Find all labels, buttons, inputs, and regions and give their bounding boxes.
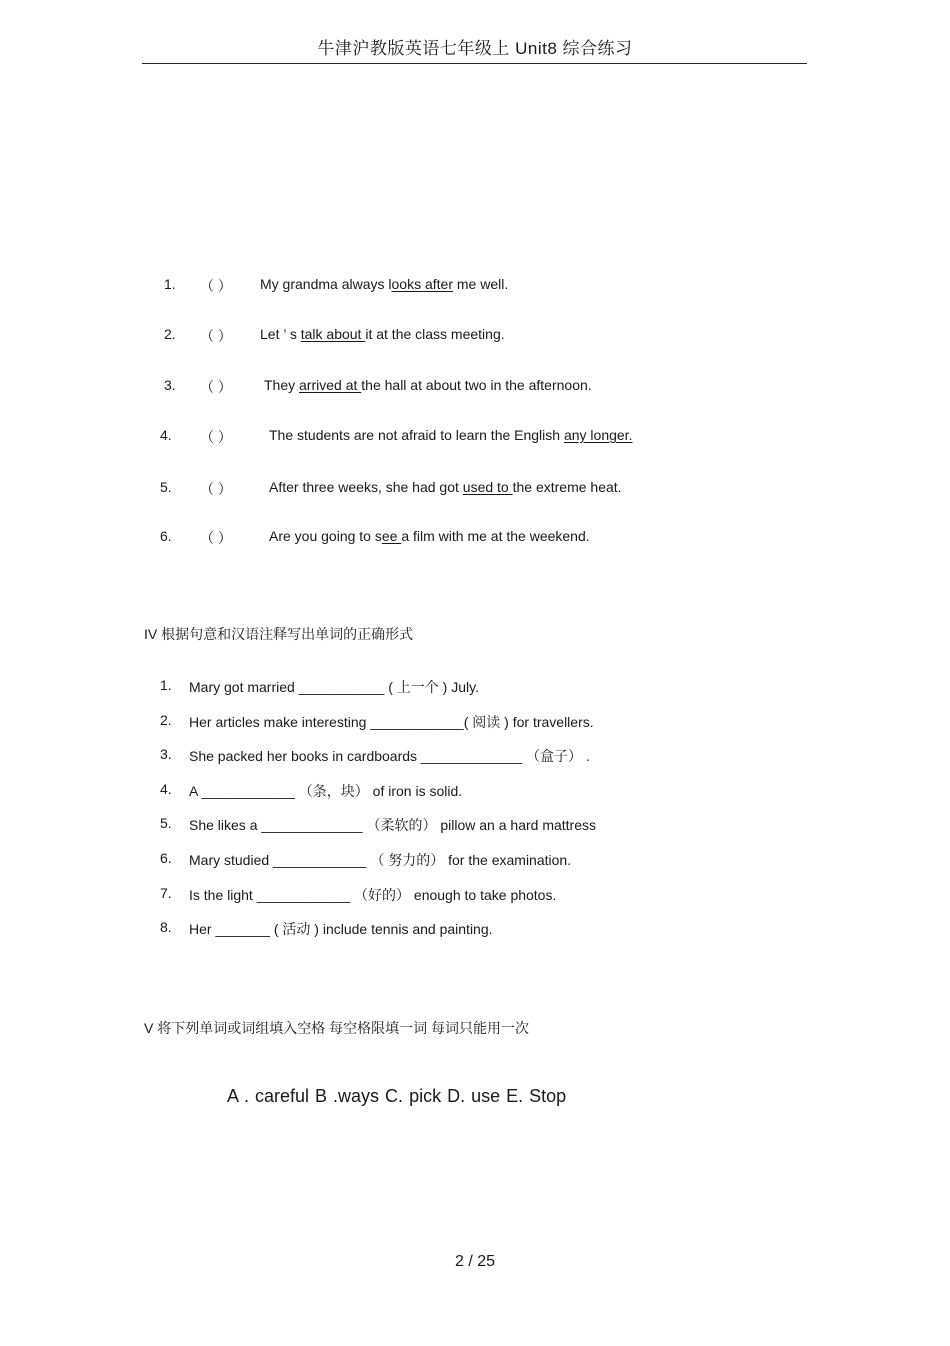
s3-item-2-num: 2. — [164, 326, 176, 342]
s3-item-1-sentence: My grandma always looks after me well. — [260, 276, 509, 292]
s3-item-5-sentence: After three weeks, she had got used to the extreme heat. — [269, 479, 622, 495]
s3-item-3-sentence: They arrived at the hall at about two in the afternoon. — [264, 377, 592, 393]
word-choices: A . careful B .ways C. pick D. use E. Stop — [227, 1086, 567, 1106]
s4-item-3-num: 3. — [160, 746, 172, 762]
s4-item-6-text: Mary studied ____________ （ 努力的） for the examination. — [189, 852, 572, 868]
s4-item-7-num: 7. — [160, 885, 172, 901]
s4-item-6-num: 6. — [160, 850, 172, 866]
s4-item-2-num: 2. — [160, 712, 172, 728]
s3-item-4-num: 4. — [160, 427, 172, 443]
s3-item-5-num: 5. — [160, 479, 172, 495]
s3-item-1-num: 1. — [164, 276, 176, 292]
s4-item-4-num: 4. — [160, 781, 172, 797]
header-divider — [142, 63, 807, 64]
s4-item-8-num: 8. — [160, 919, 172, 935]
s4-item-4-text: A ____________ （条，块） of iron is solid. — [189, 783, 463, 799]
s3-item-4-paren: （ ） — [200, 429, 232, 445]
s4-item-3-text: She packed her books in cardboards _____________ （盒子） . — [189, 748, 590, 764]
s4-item-2-text: Her articles make interesting ____________( 阅读 ) for travellers. — [189, 714, 594, 730]
s3-item-2-sentence: Let ’ s talk about it at the class meeting. — [260, 326, 505, 342]
s4-item-1-text: Mary got married ___________ ( 上一个 ) July. — [189, 679, 479, 695]
s4-item-1-num: 1. — [160, 677, 172, 693]
s4-item-8-text: Her _______ ( 活动 ) include tennis and painting. — [189, 921, 493, 937]
s3-item-6-paren: （ ） — [200, 530, 232, 546]
s3-item-4-sentence: The students are not afraid to learn the English any longer. — [269, 427, 633, 443]
s3-item-1-paren: （ ） — [200, 278, 232, 294]
page-number: 2 / 25 — [454, 1253, 496, 1270]
s4-item-7-text: Is the light ____________ （好的） enough to take photos. — [189, 887, 557, 903]
s3-item-2-paren: （ ） — [200, 328, 232, 344]
s3-item-5-paren: （ ） — [200, 481, 232, 497]
s3-item-3-paren: （ ） — [200, 379, 232, 395]
s3-item-6-num: 6. — [160, 528, 172, 544]
s3-item-3-num: 3. — [164, 377, 176, 393]
s4-item-5-num: 5. — [160, 815, 172, 831]
section-iv-title: IV 根据句意和汉语注释写出单词的正确形式 — [144, 626, 414, 642]
s3-item-6-sentence: Are you going to see a film with me at the weekend. — [269, 528, 590, 544]
page-header-title: 牛津沪教版英语七年级上 Unit8 综合练习 — [317, 39, 633, 58]
s4-item-5-text: She likes a _____________ （柔软的） pillow an a hard mattress — [189, 817, 596, 833]
section-v-title: V 将下列单词或词组填入空格 每空格限填一词 每词只能用一次 — [144, 1020, 530, 1036]
